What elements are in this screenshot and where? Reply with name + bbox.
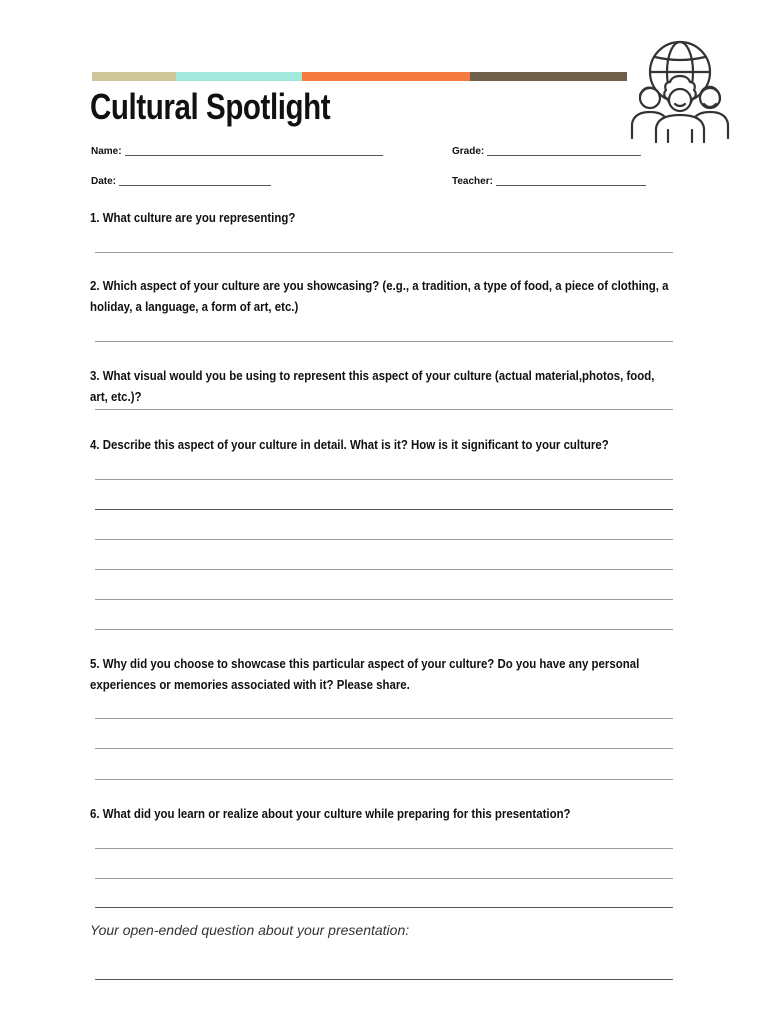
answer-line[interactable] [95, 979, 673, 980]
teacher-field[interactable] [452, 176, 646, 187]
grade-line[interactable] [487, 146, 641, 156]
name-label: Name: [91, 146, 122, 157]
question-6: 6. What did you learn or realize about your culture while preparing for this presentation? [90, 806, 571, 821]
date-field[interactable] [91, 176, 271, 187]
answer-line[interactable] [95, 341, 673, 342]
answer-line[interactable] [95, 907, 673, 908]
question-2: 2. Which aspect of your culture are you showcasing? (e.g., a tradition, a type of food, a piece of clothing, a holiday, a language, a form of art, etc.) [90, 278, 669, 314]
answer-line[interactable] [95, 779, 673, 780]
answer-line[interactable] [95, 629, 673, 630]
answer-line[interactable] [95, 409, 673, 410]
color-bar-segment-orange [302, 72, 470, 81]
answer-line[interactable] [95, 539, 673, 540]
teacher-line[interactable] [496, 176, 646, 186]
question-3: 3. What visual would you be using to represent this aspect of your culture (actual material,photos, food, art, etc.)? [90, 368, 655, 404]
open-ended-question: Your open-ended question about your presentation: [90, 922, 410, 938]
name-field[interactable] [91, 146, 383, 157]
answer-line[interactable] [95, 479, 673, 480]
answer-line[interactable] [95, 509, 673, 510]
date-line[interactable] [119, 176, 271, 186]
question-5: 5. Why did you choose to showcase this particular aspect of your culture? Do you have any personal experiences or memories associated with it? Please share. [90, 656, 640, 692]
color-bar-segment-mint [176, 72, 302, 81]
answer-line[interactable] [95, 848, 673, 849]
date-label: Date: [91, 176, 117, 187]
question-1: 1. What culture are you representing? [90, 210, 296, 225]
header-color-bar [92, 72, 627, 81]
answer-line[interactable] [95, 748, 673, 749]
answer-line[interactable] [95, 252, 673, 253]
answer-line[interactable] [95, 878, 673, 879]
question-4: 4. Describe this aspect of your culture in detail. What is it? How is it significant to your culture? [90, 437, 609, 452]
page-title: Cultural Spotlight [90, 86, 331, 127]
answer-line[interactable] [95, 599, 673, 600]
answer-line[interactable] [95, 718, 673, 719]
name-line[interactable] [125, 146, 383, 156]
teacher-label: Teacher: [452, 176, 493, 187]
answer-line[interactable] [95, 569, 673, 570]
color-bar-segment-brown [470, 72, 627, 81]
globe-people-icon [626, 38, 734, 146]
grade-field[interactable] [452, 146, 641, 157]
color-bar-segment-tan [92, 72, 176, 81]
grade-label: Grade: [452, 146, 485, 157]
